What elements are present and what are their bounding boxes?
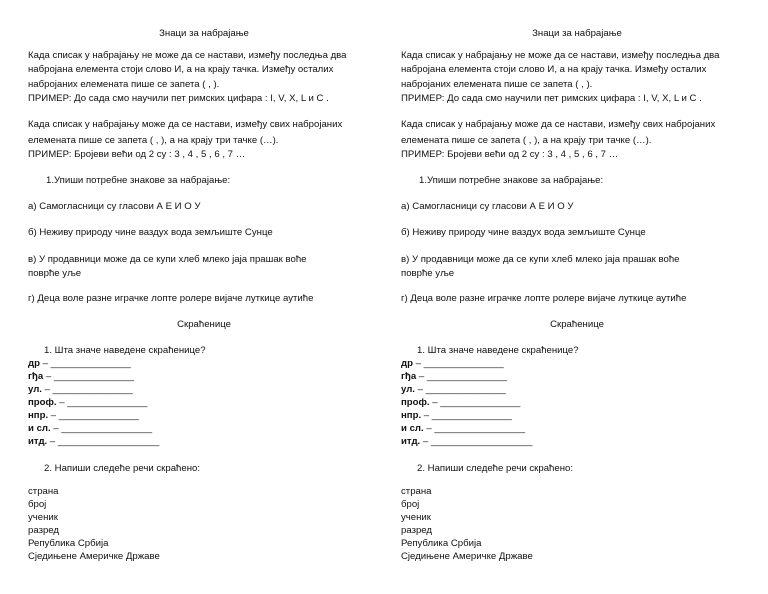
- abbrev-row: [28, 436, 159, 448]
- abbrev-row: [28, 410, 139, 422]
- section-heading: Скраћенице: [177, 319, 231, 330]
- rule-text-line: Када списак у набрајању може да се настави, између свих набројаних: [28, 119, 343, 130]
- rule-text-line: набројаних елемената пише се запета ( , ).: [28, 79, 220, 90]
- word-item: број: [28, 499, 47, 510]
- abbrev-term: гђа: [28, 371, 44, 382]
- abbrev-term: гђа: [401, 371, 417, 382]
- worksheet-title: Знаци за набрајање: [159, 28, 249, 39]
- word-item: ученик: [401, 512, 431, 523]
- answer-blank: – _______________: [39, 358, 131, 369]
- abbrev-term: итд.: [28, 436, 48, 447]
- word-item: разред: [28, 525, 60, 536]
- answer-blank: – _______________: [414, 384, 506, 395]
- answer-blank: – _________________: [50, 423, 153, 434]
- task-item-v-continued: поврће уље: [28, 268, 82, 279]
- answer-blank: – _______________: [429, 397, 521, 408]
- word-item: Сједињене Америчке Државе: [28, 551, 160, 562]
- abbrev-term: др: [401, 358, 413, 369]
- word-item: Република Србија: [28, 538, 109, 549]
- answer-blank: – _______________: [41, 384, 133, 395]
- answer-blank: – _________________: [423, 423, 526, 434]
- task-item-a: а) Самогласници су гласови А Е И О У: [401, 201, 574, 212]
- answer-blank: – _______________: [421, 410, 512, 421]
- word-item: Сједињене Америчке Државе: [401, 551, 533, 562]
- abbrev-row: [28, 423, 152, 435]
- rule-text-line: набројана елемента стоји слово И, а на крају тачка. Између осталих: [401, 64, 707, 75]
- abbrev-term: ул.: [401, 384, 415, 395]
- abbrev-term: нпр.: [401, 410, 422, 421]
- answer-blank: – ___________________: [420, 436, 533, 447]
- section-heading: Скраћенице: [550, 319, 604, 330]
- example-line: ПРИМЕР: Бројеви већи од 2 су : 3 , 4 , 5 , 6 , 7 …: [401, 149, 619, 160]
- task-item-g: г) Деца воле разне играчке лопте ролере вијаче луткице аутиће: [28, 293, 314, 304]
- rule-text-line: Када списак у набрајању не може да се настави, између последња два: [401, 50, 720, 61]
- question-2: 2. Напиши следеће речи скраћено:: [417, 463, 574, 474]
- example-line: ПРИМЕР: До сада смо научили пет римских цифара : I, V, X, L и C .: [401, 93, 702, 104]
- abbrev-row: [28, 397, 147, 409]
- rule-text-line: Када списак у набрајању може да се настави, између свих набројаних: [401, 119, 716, 130]
- answer-blank: – ___________________: [47, 436, 160, 447]
- task-item-v: в) У продавници може да се купи хлеб млеко јаја прашак воће: [401, 254, 680, 265]
- abbrev-term: проф.: [28, 397, 57, 408]
- word-item: ученик: [28, 512, 58, 523]
- task-item-b: б) Неживу природу чине ваздух вода земљиште Сунце: [28, 227, 273, 238]
- task-item-g: г) Деца воле разне играчке лопте ролере вијаче луткице аутиће: [401, 293, 687, 304]
- abbrev-row: [401, 384, 506, 396]
- question-2: 2. Напиши следеће речи скраћено:: [44, 463, 201, 474]
- abbrev-term: проф.: [401, 397, 430, 408]
- task-item-v: в) У продавници може да се купи хлеб млеко јаја прашак воће: [28, 254, 307, 265]
- abbrev-term: итд.: [401, 436, 421, 447]
- abbrev-term: и сл.: [28, 423, 51, 434]
- example-line: ПРИМЕР: Бројеви већи од 2 су : 3 , 4 , 5 , 6 , 7 …: [28, 149, 246, 160]
- word-item: број: [401, 499, 420, 510]
- question-1: 1. Шта значе наведене скраћенице?: [417, 345, 579, 356]
- task-item-a: а) Самогласници су гласови А Е И О У: [28, 201, 201, 212]
- abbrev-term: и сл.: [401, 423, 424, 434]
- rule-text-line: елемената пише се запета ( , ), а на крају три тачке (…).: [401, 135, 652, 146]
- task-item-v-continued: поврће уље: [401, 268, 455, 279]
- abbrev-row: [28, 384, 133, 396]
- abbrev-term: ул.: [28, 384, 42, 395]
- answer-blank: – _______________: [412, 358, 504, 369]
- task-heading: 1.Упиши потребне знакове за набрајање:: [46, 175, 231, 186]
- example-line: ПРИМЕР: До сада смо научили пет римских цифара : I, V, X, L и C .: [28, 93, 329, 104]
- abbrev-term: нпр.: [28, 410, 49, 421]
- abbrev-term: др: [28, 358, 40, 369]
- rule-text-line: Када списак у набрајању не може да се настави, између последња два: [28, 50, 347, 61]
- rule-text-line: набројаних елемената пише се запета ( , ).: [401, 79, 593, 90]
- abbrev-row: [28, 358, 131, 370]
- abbrev-row: [401, 397, 520, 409]
- abbrev-row: [401, 371, 507, 383]
- word-item: страна: [28, 486, 59, 497]
- task-heading: 1.Упиши потребне знакове за набрајање:: [419, 175, 604, 186]
- word-item: разред: [401, 525, 433, 536]
- rule-text-line: набројана елемента стоји слово И, а на крају тачка. Између осталих: [28, 64, 334, 75]
- rule-text-line: елемената пише се запета ( , ), а на крају три тачке (…).: [28, 135, 279, 146]
- question-1: 1. Шта значе наведене скраћенице?: [44, 345, 206, 356]
- word-item: Република Србија: [401, 538, 482, 549]
- abbrev-row: [28, 371, 134, 383]
- worksheet-title: Знаци за набрајање: [532, 28, 622, 39]
- answer-blank: – _______________: [56, 397, 148, 408]
- task-item-b: б) Неживу природу чине ваздух вода земљиште Сунце: [401, 227, 646, 238]
- abbrev-row: [401, 358, 504, 370]
- abbrev-row: [401, 436, 532, 448]
- abbrev-row: [401, 410, 512, 422]
- word-item: страна: [401, 486, 432, 497]
- answer-blank: – _______________: [416, 371, 507, 382]
- answer-blank: – _______________: [48, 410, 139, 421]
- abbrev-row: [401, 423, 525, 435]
- answer-blank: – _______________: [43, 371, 134, 382]
